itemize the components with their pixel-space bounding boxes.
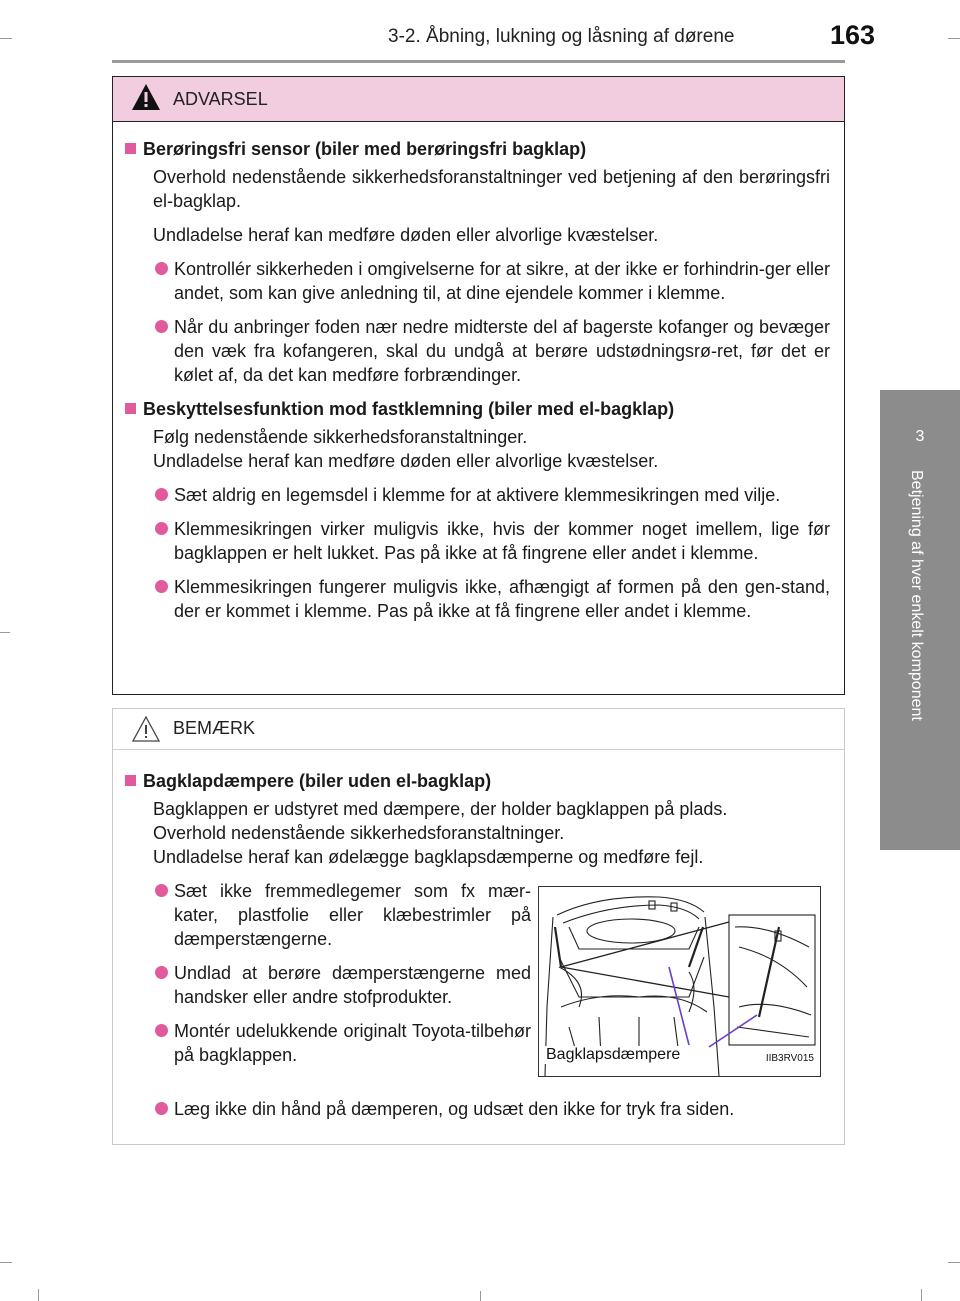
crop-mark: [0, 38, 12, 39]
paragraph: Overhold nedenstående sikkerhedsforanstaltninger.: [153, 823, 565, 843]
tailgate-damper-figure: [538, 886, 821, 1077]
warning-triangle-icon: [131, 83, 161, 111]
round-bullet-icon: [155, 522, 168, 535]
round-bullet-icon: [155, 488, 168, 501]
section-title: Berøringsfri sensor (biler med berøringsfri bagklap): [143, 139, 587, 159]
paragraph: Følg nedenstående sikkerhedsforanstaltninger.: [153, 427, 528, 447]
round-bullet-icon: [155, 1024, 168, 1037]
crop-mark: [38, 1289, 39, 1301]
bullet-text: Montér udelukkende originalt Toyota-tilbehør på bagklappen.: [174, 1021, 531, 1065]
notice-section: [123, 769, 830, 793]
notice-last-bullet: [113, 1097, 844, 1121]
warning-label: ADVARSEL: [173, 89, 268, 109]
bullet-text: Sæt aldrig en legemsdel i klemme for at aktivere klemmesikringen med vilje.: [174, 485, 781, 505]
warning-section: [123, 397, 830, 421]
chapter-title: Betjening af hver enkelt komponent: [908, 470, 925, 721]
notice-header: [113, 709, 844, 750]
page-number: 163: [830, 20, 876, 50]
notice-label: BEMÆRK: [173, 718, 256, 738]
bullet-text: Undlad at berøre dæmperstængerne med handsker eller andre stofprodukter.: [174, 963, 531, 1007]
crop-mark: [921, 1289, 922, 1301]
bullet-item: [153, 257, 830, 305]
bullet-text: Når du anbringer foden nær nedre midterste del af bagerste kofanger og bevæger den væk fra kofangeren, skal du undgå at berøre udstødningsrø-ret, før det er kølet af, da det kan medføre forbrændinger.: [174, 317, 830, 385]
notice-content: [113, 761, 844, 869]
section-title: Beskyttelsesfunktion mod fastklemning (biler med el-bagklap): [143, 399, 675, 419]
paragraph: Overhold nedenstående sikkerhedsforanstaltninger ved betjening af den berøringsfri el-bagklap.: [153, 167, 830, 211]
paragraph: Bagklappen er udstyret med dæmpere, der holder bagklappen på plads.: [153, 799, 728, 819]
section-title: Bagklapdæmpere (biler uden el-bagklap): [143, 771, 492, 791]
crop-mark: [480, 1291, 481, 1301]
square-bullet-icon: [125, 403, 136, 414]
notice-bullet-column: [113, 879, 531, 1067]
warning-section: [123, 137, 830, 161]
round-bullet-icon: [155, 580, 168, 593]
page-header-title: 3-2. Åbning, lukning og låsning af dørene: [388, 26, 735, 47]
bullet-text: Sæt ikke fremmedlegemer som fx mær-kater, plastfolie eller klæbestrimler på dæmperstængerne.: [174, 881, 531, 949]
header-divider: [112, 60, 845, 63]
bullet-item: [153, 315, 830, 387]
round-bullet-icon: [155, 1102, 168, 1115]
round-bullet-icon: [155, 262, 168, 275]
paragraph: Undladelse heraf kan ødelægge bagklapsdæmperne og medføre fejl.: [153, 847, 704, 867]
bullet-item: [153, 575, 830, 623]
warning-box: [112, 76, 845, 695]
bullet-item: [153, 879, 531, 951]
warning-header: [113, 77, 844, 122]
crop-mark: [0, 1262, 12, 1263]
round-bullet-icon: [155, 966, 168, 979]
bullet-item: [153, 1019, 531, 1067]
notice-box: [112, 708, 845, 1145]
bullet-item: [153, 961, 531, 1009]
notice-bullets: [113, 879, 531, 1067]
crop-mark: [948, 1262, 960, 1263]
paragraph: Undladelse heraf kan medføre døden eller alvorlige kvæstelser.: [153, 451, 659, 471]
bullet-text: Kontrollér sikkerheden i omgivelserne for at sikre, at der ikke er forhindrin-ger eller andet, som kan give anledning til, at dine ejendele kommer i klemme.: [174, 259, 830, 303]
bullet-item: [153, 517, 830, 565]
bullet-text: Læg ikke din hånd på dæmperen, og udsæt den ikke for tryk fra siden.: [174, 1099, 735, 1119]
chapter-side-tab: [880, 390, 960, 850]
caution-outline-icon: [131, 715, 161, 743]
round-bullet-icon: [155, 884, 168, 897]
crop-mark: [0, 632, 10, 633]
paragraph: Undladelse heraf kan medføre døden eller alvorlige kvæstelser.: [153, 225, 659, 245]
square-bullet-icon: [125, 143, 136, 154]
figure-code: IIB3RV015: [765, 1053, 814, 1064]
chapter-number: 3: [915, 428, 925, 445]
bullet-item: [153, 1097, 830, 1121]
figure-label: Bagklapsdæmpere: [546, 1046, 681, 1063]
bullet-text: Klemmesikringen fungerer muligvis ikke, afhængigt af formen på den gen-stand, der er kommet i klemme. Pas på ikke at få fingrene eller andet i klemme.: [174, 577, 830, 621]
bullet-item: [153, 483, 830, 507]
round-bullet-icon: [155, 320, 168, 333]
square-bullet-icon: [125, 775, 136, 786]
crop-mark: [948, 38, 960, 39]
bullet-text: Klemmesikringen virker muligvis ikke, hvis der kommer noget imellem, lige før bagklappen er helt lukket. Pas på ikke at få fingrene eller andet i klemme.: [174, 519, 830, 563]
warning-content: [113, 129, 844, 623]
